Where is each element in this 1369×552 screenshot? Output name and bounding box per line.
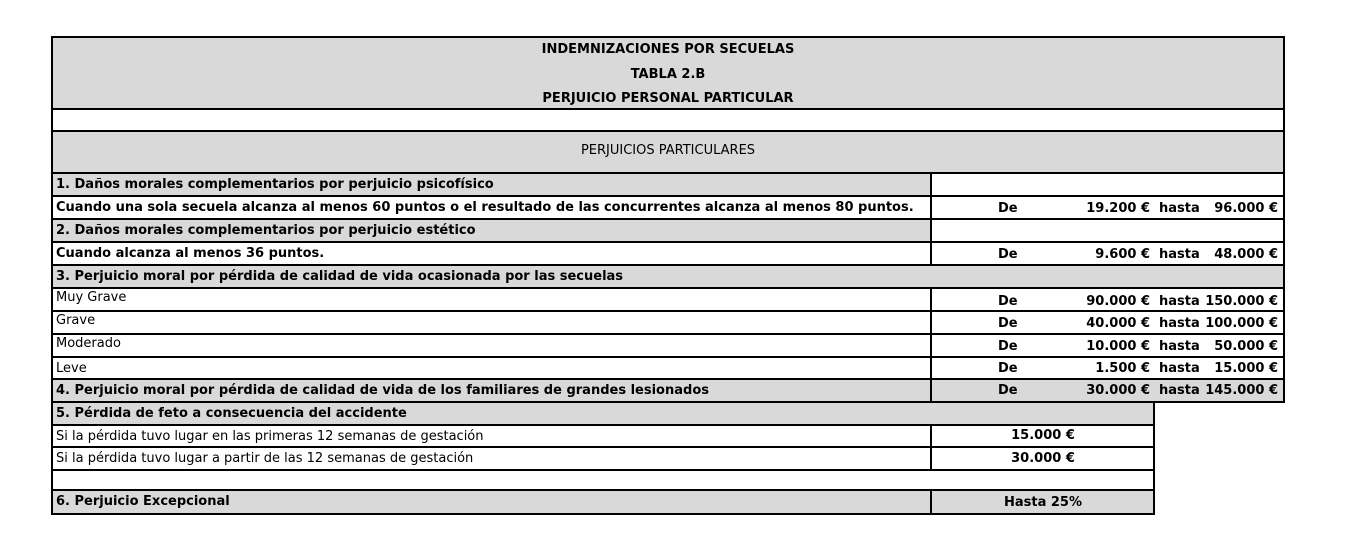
- header-title: INDEMNIZACIONES POR SECUELAS: [541, 42, 795, 57]
- row-3b-values: [0, 313, 1369, 335]
- row-3d-from: 1.500 €: [1095, 361, 1150, 376]
- row-1-desc-text: Cuando una sola secuela alcanza al menos 60 puntos o el resultado de las concurrentes alcanza al menos 80 puntos.: [56, 200, 914, 215]
- row-2-desc-text: Cuando alcanza al menos 36 puntos.: [56, 246, 325, 261]
- row-3c-desc: Moderado: [56, 336, 121, 351]
- row-3a-hasta: hasta: [1159, 294, 1200, 309]
- row-3d-hasta: hasta: [1159, 361, 1200, 376]
- row-6-value-row: [0, 492, 1369, 514]
- row-4-from: 30.000 €: [1086, 383, 1150, 398]
- row-4-de: De: [998, 383, 1018, 398]
- row-3b-de: De: [998, 316, 1018, 331]
- row-5-title: [51, 403, 1155, 426]
- row-3b-to: 100.000 €: [1205, 316, 1278, 331]
- row-6-title-text: 6. Perjuicio Excepcional: [56, 494, 230, 509]
- header-table-number: TABLA 2.B: [630, 67, 706, 82]
- value-column-r1: [930, 174, 1285, 197]
- row-5b-value-row: [0, 448, 1369, 470]
- row-3c-values: [0, 336, 1369, 358]
- row-5b-desc: Si la pérdida tuvo lugar a partir de las 12 semanas de gestación: [56, 451, 474, 466]
- row-2-values: [0, 244, 1369, 266]
- row-5b-value: 30.000 €: [1011, 451, 1075, 466]
- header-subtitle: PERJUICIO PERSONAL PARTICULAR: [542, 91, 794, 106]
- row-2-de: De: [998, 247, 1018, 262]
- row-5a-value-row: [0, 425, 1369, 447]
- row-3-title: [51, 266, 1285, 289]
- row-2-title-text: 2. Daños morales complementarios por perjuicio estético: [56, 223, 476, 238]
- row-1-hasta: hasta: [1159, 201, 1200, 216]
- row-3d-desc: Leve: [56, 361, 87, 376]
- row-3a-from: 90.000 €: [1086, 294, 1150, 309]
- row-3b-desc: Grave: [56, 313, 96, 328]
- row-5a-desc: Si la pérdida tuvo lugar en las primeras 12 semanas de gestación: [56, 429, 484, 444]
- row-2-hasta: hasta: [1159, 247, 1200, 262]
- value-column-r2: [930, 220, 1285, 243]
- row-3c-de: De: [998, 339, 1018, 354]
- row-3d-to: 15.000 €: [1214, 361, 1278, 376]
- row-3d-values: [0, 358, 1369, 380]
- row-3b-hasta: hasta: [1159, 316, 1200, 331]
- section-title-row: [51, 132, 1285, 174]
- row-4-to: 145.000 €: [1205, 383, 1278, 398]
- row-3-title-text: 3. Perjuicio moral por pérdida de calidad de vida ocasionada por las secuelas: [56, 269, 624, 284]
- row-1-from: 19.200 €: [1086, 201, 1150, 216]
- spacer-row-2: [51, 471, 1155, 491]
- row-1-values: [0, 198, 1369, 220]
- row-3a-desc: Muy Grave: [56, 290, 127, 305]
- row-5-title-text: 5. Pérdida de feto a consecuencia del accidente: [56, 406, 407, 421]
- row-5a-value: 15.000 €: [1011, 428, 1075, 443]
- row-2-to: 48.000 €: [1214, 247, 1278, 262]
- row-3b-from: 40.000 €: [1086, 316, 1150, 331]
- row-3a-to: 150.000 €: [1205, 294, 1278, 309]
- row-6-value: Hasta 25%: [1003, 495, 1083, 510]
- row-3a-values: [0, 291, 1369, 313]
- row-4-hasta: hasta: [1159, 383, 1200, 398]
- row-3c-to: 50.000 €: [1214, 339, 1278, 354]
- row-2-from: 9.600 €: [1095, 247, 1150, 262]
- row-3c-hasta: hasta: [1159, 339, 1200, 354]
- section-title: PERJUICIOS PARTICULARES: [580, 143, 756, 158]
- spacer-row: [51, 110, 1285, 132]
- row-3d-de: De: [998, 361, 1018, 376]
- table-header: [51, 36, 1285, 110]
- row-3a-de: De: [998, 294, 1018, 309]
- row-1-de: De: [998, 201, 1018, 216]
- row-1-to: 96.000 €: [1214, 201, 1278, 216]
- row-3c-from: 10.000 €: [1086, 339, 1150, 354]
- row-4-title-text: 4. Perjuicio moral por pérdida de calidad de vida de los familiares de grandes lesionados: [56, 383, 709, 398]
- row-4-values: [0, 380, 1369, 402]
- row-1-title-text: 1. Daños morales complementarios por perjuicio psicofísico: [56, 177, 494, 192]
